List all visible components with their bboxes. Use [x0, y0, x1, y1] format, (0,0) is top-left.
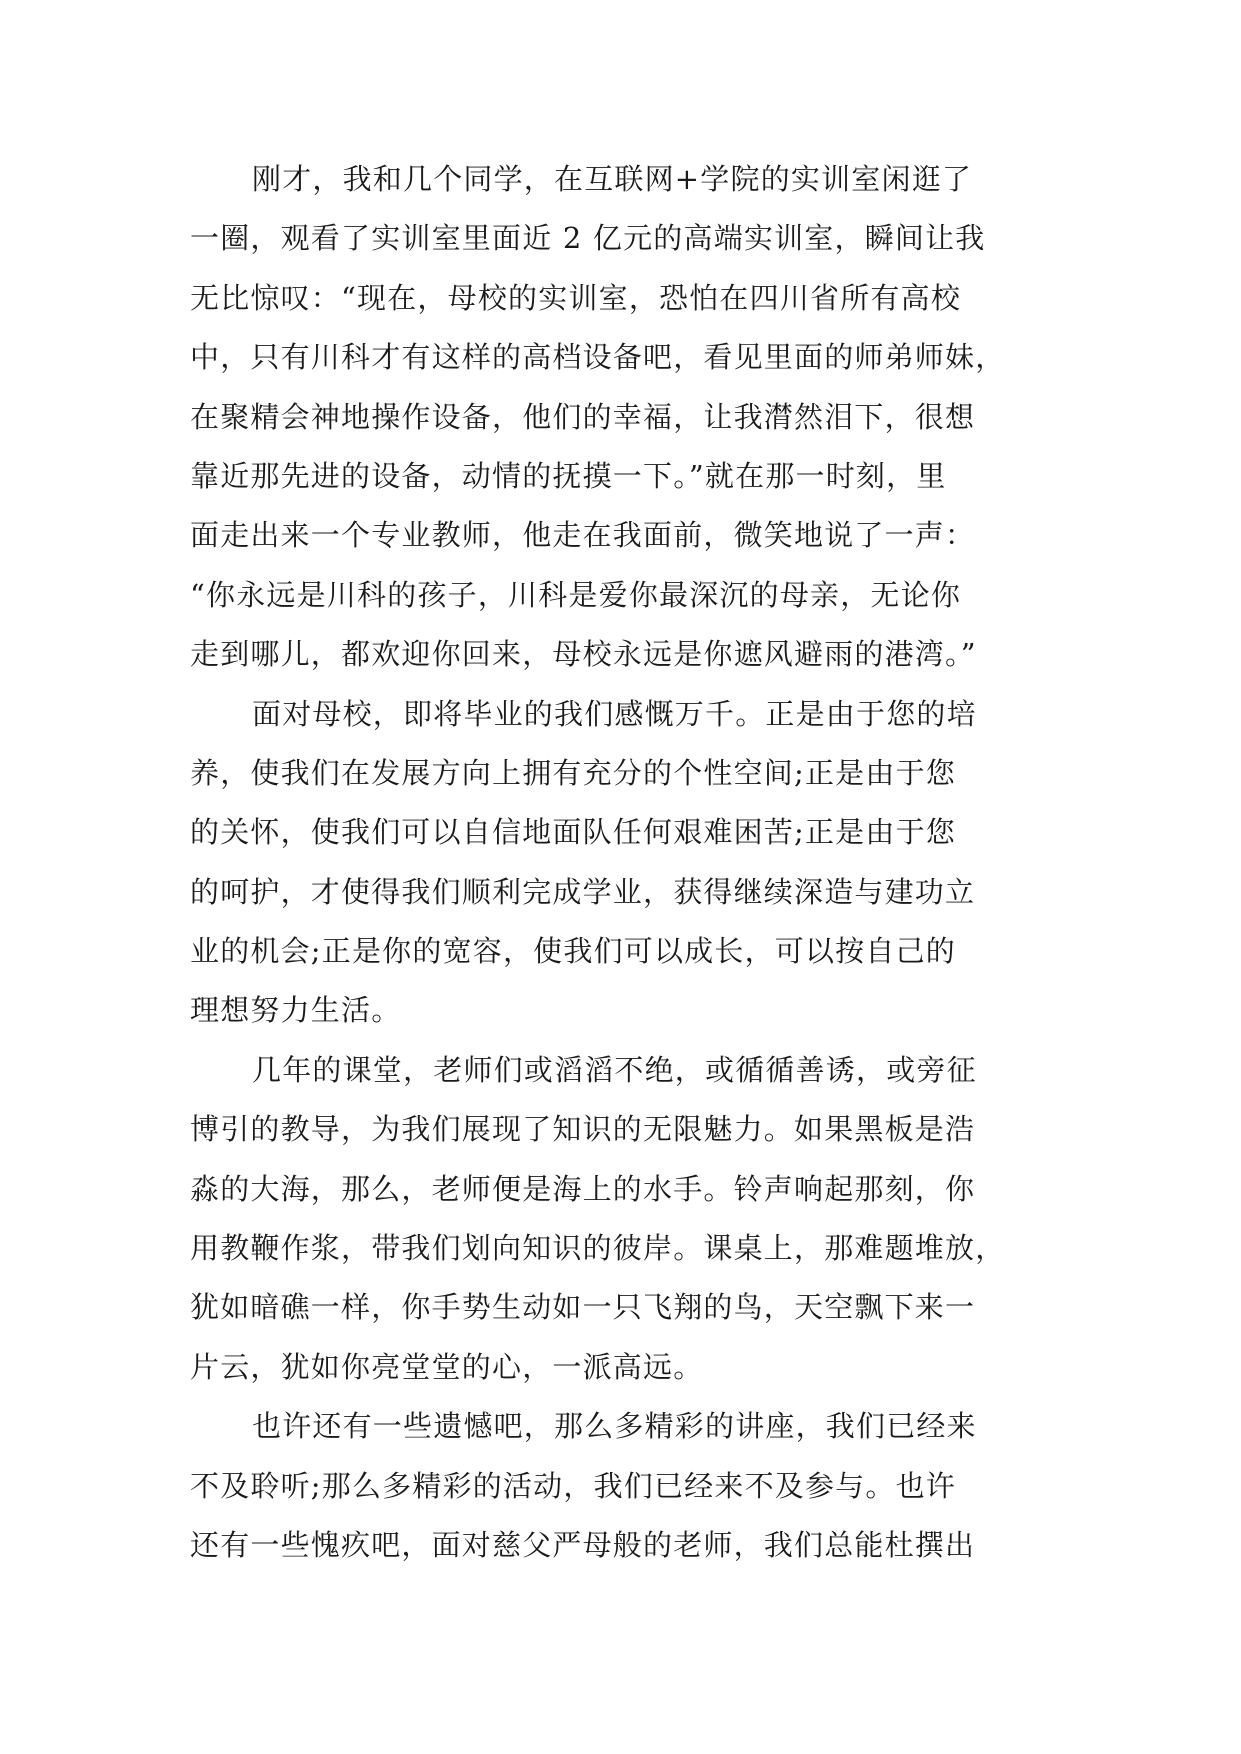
- text-line: 业的机会;正是你的宽容，使我们可以成长，可以按自己的: [190, 934, 956, 969]
- text-line: 面对母校，即将毕业的我们感慨万千。正是由于您的培: [252, 696, 977, 731]
- text-line: 在聚精会神地操作设备，他们的幸福，让我潸然泪下，很想: [190, 399, 976, 434]
- text-line: 不及聆听;那么多精彩的活动，我们已经来不及参与。也许: [190, 1468, 956, 1503]
- text-line: 几年的课堂，老师们或滔滔不绝，或循循善诱，或旁征: [252, 1052, 977, 1087]
- paragraph-4: [190, 1397, 1060, 1575]
- text-line: 走到哪儿，都欢迎你回来，母校永远是你遮风避雨的港湾。”: [190, 637, 977, 672]
- text-line: “你永远是川科的孩子，川科是爱你最深沉的母亲，无论你: [190, 577, 962, 612]
- text-line: 博引的教导，为我们展现了知识的无限魅力。如果黑板是浩: [190, 1112, 976, 1147]
- paragraph-2: [190, 685, 1060, 1041]
- text-line: 中，只有川科才有这样的高档设备吧，看见里面的师弟师妹，: [190, 340, 1006, 375]
- text-line: 片云，犹如你亮堂堂的心，一派高远。: [190, 1349, 704, 1384]
- text-line: 的呵护，才使得我们顺利完成学业，获得继续深造与建功立: [190, 874, 976, 909]
- text-line: 用教鞭作浆，带我们划向知识的彼岸。课桌上，那难题堆放，: [190, 1231, 1006, 1266]
- paragraph-1: [190, 150, 1060, 685]
- text-line: 养，使我们在发展方向上拥有充分的个性空间;正是由于您: [190, 755, 956, 790]
- text-line: 刚才，我和几个同学，在互联网+学院的实训室闲逛了: [252, 162, 973, 196]
- text-line: 理想努力生活。: [190, 993, 402, 1028]
- text-line: 靠近那先进的设备，动情的抚摸一下。”就在那一时刻，里: [190, 458, 947, 493]
- document-body: [190, 150, 1060, 1575]
- text-line: 也许还有一些遗憾吧，那么多精彩的讲座，我们已经来: [252, 1409, 977, 1444]
- text-line: 面走出来一个专业教师，他走在我面前，微笑地说了一声：: [190, 518, 976, 553]
- text-line: 淼的大海，那么，老师便是海上的水手。铃声响起那刻，你: [190, 1171, 976, 1206]
- text-line: 的关怀，使我们可以自信地面队任何艰难困苦;正是由于您: [190, 815, 956, 850]
- text-line: 一圈，观看了实训室里面近 2 亿元的高端实训室，瞬间让我: [190, 221, 986, 256]
- text-line: 无比惊叹：“现在，母校的实训室，恐怕在四川省所有高校: [190, 280, 962, 315]
- text-line: 犹如暗礁一样，你手势生动如一只飞翔的鸟，天空飘下来一: [190, 1290, 976, 1325]
- paragraph-3: [190, 1041, 1060, 1397]
- text-line: 还有一些愧疚吧，面对慈父严母般的老师，我们总能杜撰出: [190, 1527, 976, 1562]
